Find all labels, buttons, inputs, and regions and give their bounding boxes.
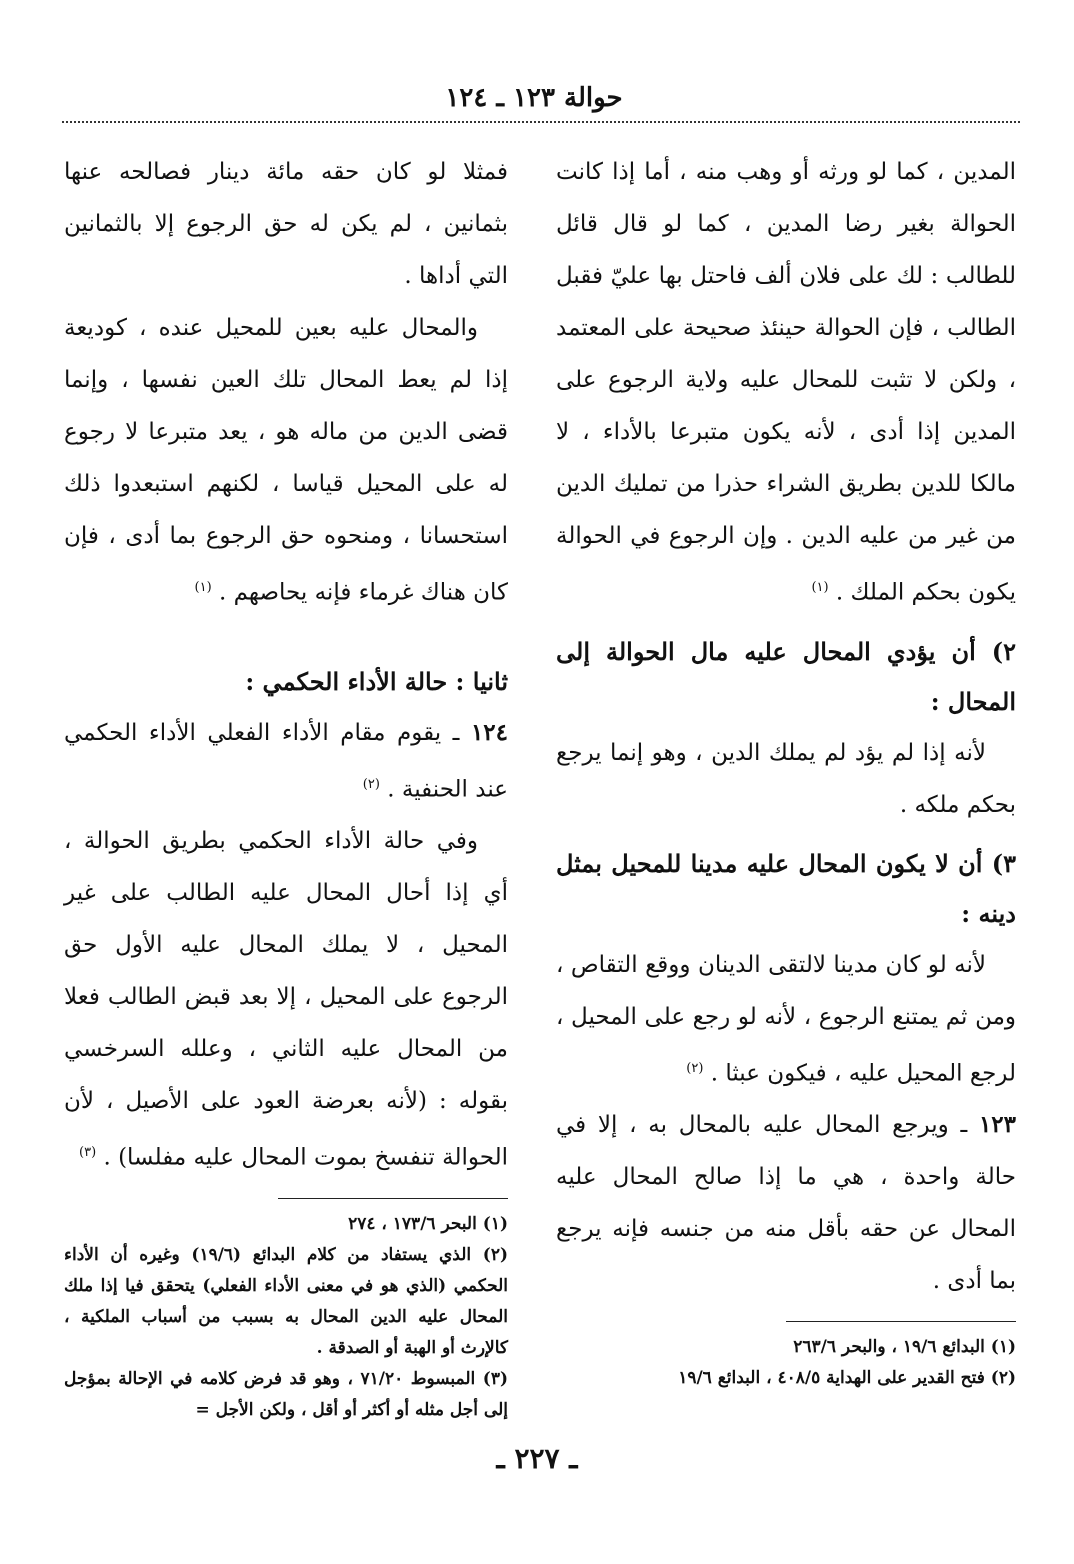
- section-number-123: ١٢٣: [978, 1111, 1016, 1139]
- section-gap: [64, 619, 508, 649]
- right-footnote-1: (١) البدائع ١٩/٦ ، والبحر ٢٦٣/٦: [793, 1337, 1016, 1358]
- right-paragraph-3-text: لأنه لو كان مدينا لالتقى الدينان ووقع التقاص ، ومن ثم يمتنع الرجوع ، لأنه لو رجع على المحيل ، لرجع المحيل عليه ، فيكون عبثا .: [556, 951, 1016, 1087]
- right-paragraph-3: [556, 939, 1016, 1100]
- left-paragraph-2: [64, 302, 508, 619]
- page-header-title: حوالة ١٢٣ ـ ١٢٤: [445, 83, 623, 113]
- footnote-ref: (٣): [79, 1145, 97, 1161]
- section-number-124: ١٢٤: [470, 718, 508, 746]
- left-footnote-1: (١) البحر ١٧٣/٦ ، ٢٧٤: [348, 1213, 508, 1234]
- left-paragraph-4-text: وفي حالة الأداء الحكمي بطريق الحوالة ، أي إذا أحال المحال عليه الطالب على غير المحيل ، لا يملك المحال عليه الأول حق الرجوع على المحيل ، إلا بعد قبض الطالب فعلا من المحال عليه الثاني ، وعلله السرخسي بقوله : (لأنه بعرضة العود على الأصيل ، لأن الحوالة تنفسخ بموت المحال عليه مفلسا) .: [64, 828, 508, 1171]
- right-paragraph-1: [556, 146, 1016, 619]
- footnote-ref: (١): [194, 580, 212, 595]
- footnote-ref: (٢): [362, 776, 380, 792]
- left-footnote-3: (٣) المبسوط ٧١/٢٠ ، وهو قد فرض كلامه في الإحالة بمؤجل إلى أجل مثله أو أكثر أو أقل ، ولكن الأجل =: [64, 1368, 508, 1420]
- right-paragraph-2: لأنه إذا لم يؤد لم يملك الدين ، وهو إنما يرجع بحكم ملكه .: [556, 739, 1016, 818]
- right-heading-3: ٣) أن لا يكون المحال عليه مدينا للمحيل بمثل دينه :: [556, 848, 1016, 928]
- left-paragraph-3: [64, 707, 508, 816]
- left-footnote-2: (٢) الذي يستفاد من كلام البدائع (١٩/٦) وغيره أن الأداء الحكمي (الذي هو في معنى الأداء الفعلي) يتحقق فيا إذا ملك المحال عليه الدين المحال به بسبب من أسباب الملكية ، كالإرث أو الهبة أو الصدقة .: [64, 1244, 509, 1358]
- footnote-divider: [278, 1198, 508, 1199]
- left-paragraph-1: فمثلا لو كان حقه مائة دينار فصالحه عنها بثمانين ، لم يكن له حق الرجوع إلا بالثمانين التي أداها .: [64, 159, 508, 289]
- left-column: [64, 146, 508, 1426]
- right-heading-2: ٢) أن يؤدي المحال عليه مال الحوالة إلى المحال :: [556, 636, 1016, 716]
- left-paragraph-4: [64, 815, 508, 1184]
- footnote-divider: [786, 1321, 1016, 1322]
- right-paragraph-4: [556, 1099, 1016, 1307]
- right-footnote-2: (٢) فتح القدير على الهداية ٤٠٨/٥ ، البدائع ١٩/٦: [678, 1368, 1016, 1389]
- right-paragraph-1-text: المدين ، كما لو ورثه أو وهب منه ، أما إذا كانت الحوالة بغير رضا المدين ، كما لو قال قائل للطالب : لك على فلان ألف فاحتل بها عليّ فقبل الطالب ، فإن الحوالة حينئذ صحيحة على المعتمد ، ولكن لا تثبت للمحال عليه ولاية الرجوع على المدين إذا أدى ، لأنه يكون متبرعا بالأداء ، لا مالكا للدين بطريق الشراء حذرا من تمليك الدين من غير من عليه الدين . وإن الرجوع في الحوالة يكون بحكم الملك .: [556, 159, 1016, 606]
- footnote-ref: (٢): [686, 1060, 704, 1076]
- left-heading-1: ثانيا : حالة الأداء الحكمي :: [245, 666, 508, 696]
- footnote-ref: (١): [811, 580, 829, 595]
- right-column: [556, 146, 1016, 1394]
- left-paragraph-2-text: والمحال عليه بعين للمحيل عنده ، كوديعة إذا لم يعط المحال تلك العين نفسها ، وإنما قضى الدين من ماله هو ، يعد متبرعا لا رجوع له على المحيل قياسا ، لكنهم استبعدوا ذلك استحسانا ، ومنحوه حق الرجوع بما أدى ، فإن كان هناك غرماء فإنه يحاصهم .: [64, 315, 508, 606]
- page-number: ـ ٢٢٧ ـ: [496, 1442, 578, 1475]
- left-paragraph-3-text: ـ يقوم مقام الأداء الفعلي الأداء الحكمي عند الحنفية .: [64, 719, 508, 803]
- right-paragraph-4-text: ـ ويرجع المحال عليه بالمحال به ، إلا في حالة واحدة ، هي ما إذا صالح المحال عليه المحال عن حقه بأقل منه من جنسه فإنه يرجع بما أدى .: [556, 1112, 1016, 1295]
- header-dotted-rule: [62, 121, 1020, 123]
